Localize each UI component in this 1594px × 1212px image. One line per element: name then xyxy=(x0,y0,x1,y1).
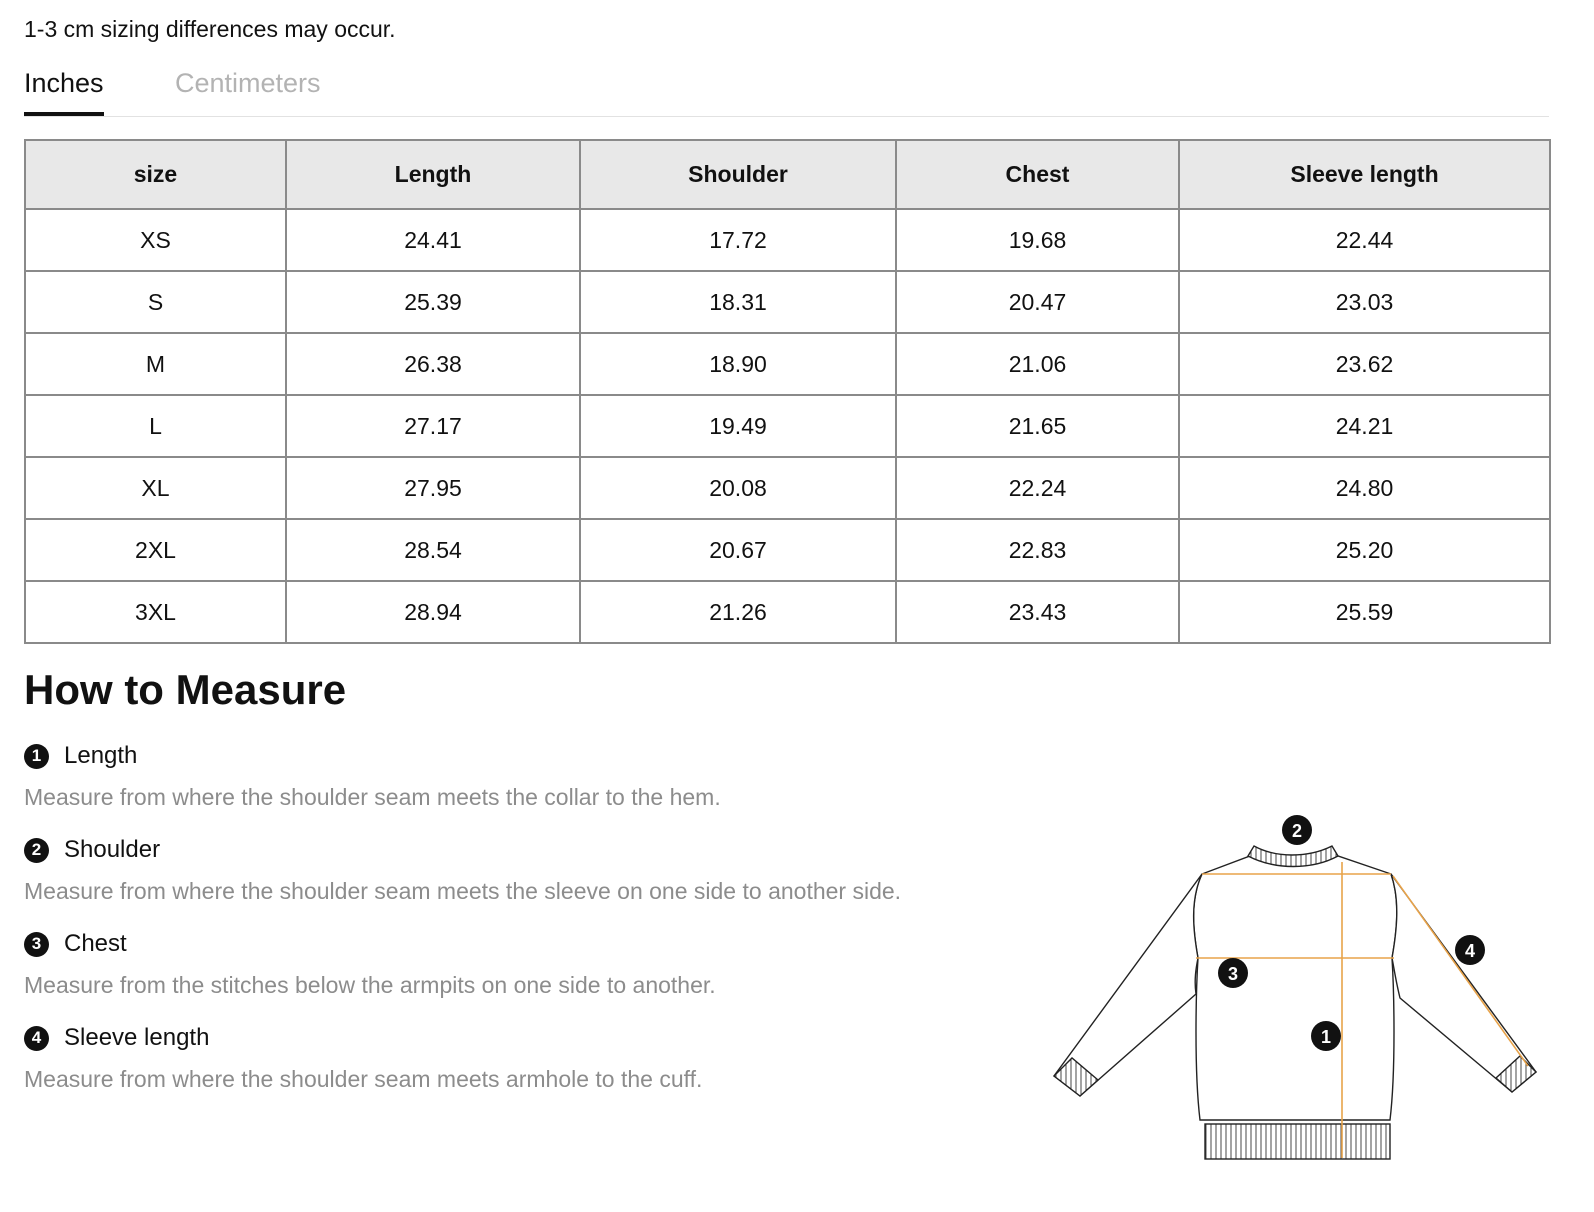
cell-chest: 19.68 xyxy=(896,209,1179,271)
cell-length: 27.95 xyxy=(286,457,580,519)
cell-size: S xyxy=(25,271,286,333)
cell-chest: 21.06 xyxy=(896,333,1179,395)
table-row xyxy=(25,271,1550,333)
cell-shoulder: 21.26 xyxy=(580,581,896,643)
measure-item-length xyxy=(24,738,1024,832)
measure-item-shoulder xyxy=(24,832,1024,926)
cell-size: M xyxy=(25,333,286,395)
measure-title: Shoulder xyxy=(64,836,161,863)
number-badge-icon: 3 xyxy=(24,932,49,957)
cell-chest: 22.83 xyxy=(896,519,1179,581)
table-row xyxy=(25,333,1550,395)
number-badge-icon: 1 xyxy=(24,744,49,769)
measure-description: Measure from where the shoulder seam meets the sleeve on one side to another side. xyxy=(24,878,902,904)
measure-description: Measure from the stitches below the armpits on one side to another. xyxy=(24,972,716,998)
cell-length: 28.94 xyxy=(286,581,580,643)
cell-chest: 21.65 xyxy=(896,395,1179,457)
header-shoulder: Shoulder xyxy=(580,140,896,209)
cell-shoulder: 18.31 xyxy=(580,271,896,333)
cell-sleeve-length: 23.03 xyxy=(1179,271,1550,333)
cell-chest: 23.43 xyxy=(896,581,1179,643)
header-sleeve-length: Sleeve length xyxy=(1179,140,1550,209)
tab-centimeters[interactable]: Centimeters xyxy=(175,68,321,98)
sweater-measurement-diagram xyxy=(1050,810,1550,1170)
sweater-icon xyxy=(1054,846,1536,1159)
cell-length: 24.41 xyxy=(286,209,580,271)
measure-title: Sleeve length xyxy=(64,1024,210,1051)
cell-shoulder: 18.90 xyxy=(580,333,896,395)
cell-sleeve-length: 23.62 xyxy=(1179,333,1550,395)
cell-sleeve-length: 25.59 xyxy=(1179,581,1550,643)
cell-shoulder: 20.67 xyxy=(580,519,896,581)
table-header-row xyxy=(25,140,1550,209)
cell-shoulder: 19.49 xyxy=(580,395,896,457)
size-chart-table xyxy=(24,139,1551,644)
table-row xyxy=(25,581,1550,643)
marker-2: 2 xyxy=(1291,821,1303,841)
cell-chest: 22.24 xyxy=(896,457,1179,519)
cell-size: XS xyxy=(25,209,286,271)
cell-length: 26.38 xyxy=(286,333,580,395)
cell-size: XL xyxy=(25,457,286,519)
tab-inches[interactable]: Inches xyxy=(24,64,104,116)
marker-3: 3 xyxy=(1227,964,1239,984)
number-badge-icon: 2 xyxy=(24,838,49,863)
how-to-measure-title: How to Measure xyxy=(24,666,347,713)
measure-item-sleeve-length xyxy=(24,1020,1024,1114)
cell-sleeve-length: 25.20 xyxy=(1179,519,1550,581)
cell-size: 3XL xyxy=(25,581,286,643)
sizing-note: 1-3 cm sizing differences may occur. xyxy=(24,16,396,42)
cell-sleeve-length: 24.80 xyxy=(1179,457,1550,519)
measure-description: Measure from where the shoulder seam meets armhole to the cuff. xyxy=(24,1066,703,1092)
cell-length: 27.17 xyxy=(286,395,580,457)
measure-title: Length xyxy=(64,742,138,769)
header-size: size xyxy=(25,140,286,209)
header-chest: Chest xyxy=(896,140,1179,209)
cell-chest: 20.47 xyxy=(896,271,1179,333)
cell-sleeve-length: 22.44 xyxy=(1179,209,1550,271)
number-badge-icon: 4 xyxy=(24,1026,49,1051)
marker-4: 4 xyxy=(1464,941,1476,961)
cell-size: 2XL xyxy=(25,519,286,581)
measure-description: Measure from where the shoulder seam meets the collar to the hem. xyxy=(24,784,721,810)
header-length: Length xyxy=(286,140,580,209)
cell-shoulder: 20.08 xyxy=(580,457,896,519)
table-row xyxy=(25,395,1550,457)
cell-length: 25.39 xyxy=(286,271,580,333)
marker-1: 1 xyxy=(1320,1027,1332,1047)
cell-shoulder: 17.72 xyxy=(580,209,896,271)
cell-size: L xyxy=(25,395,286,457)
table-row xyxy=(25,457,1550,519)
measure-title: Chest xyxy=(64,930,127,957)
cell-length: 28.54 xyxy=(286,519,580,581)
cell-sleeve-length: 24.21 xyxy=(1179,395,1550,457)
measure-instructions xyxy=(24,738,1024,1114)
table-row xyxy=(25,209,1550,271)
unit-tabs xyxy=(24,64,1549,117)
measure-item-chest xyxy=(24,926,1024,1020)
table-row xyxy=(25,519,1550,581)
